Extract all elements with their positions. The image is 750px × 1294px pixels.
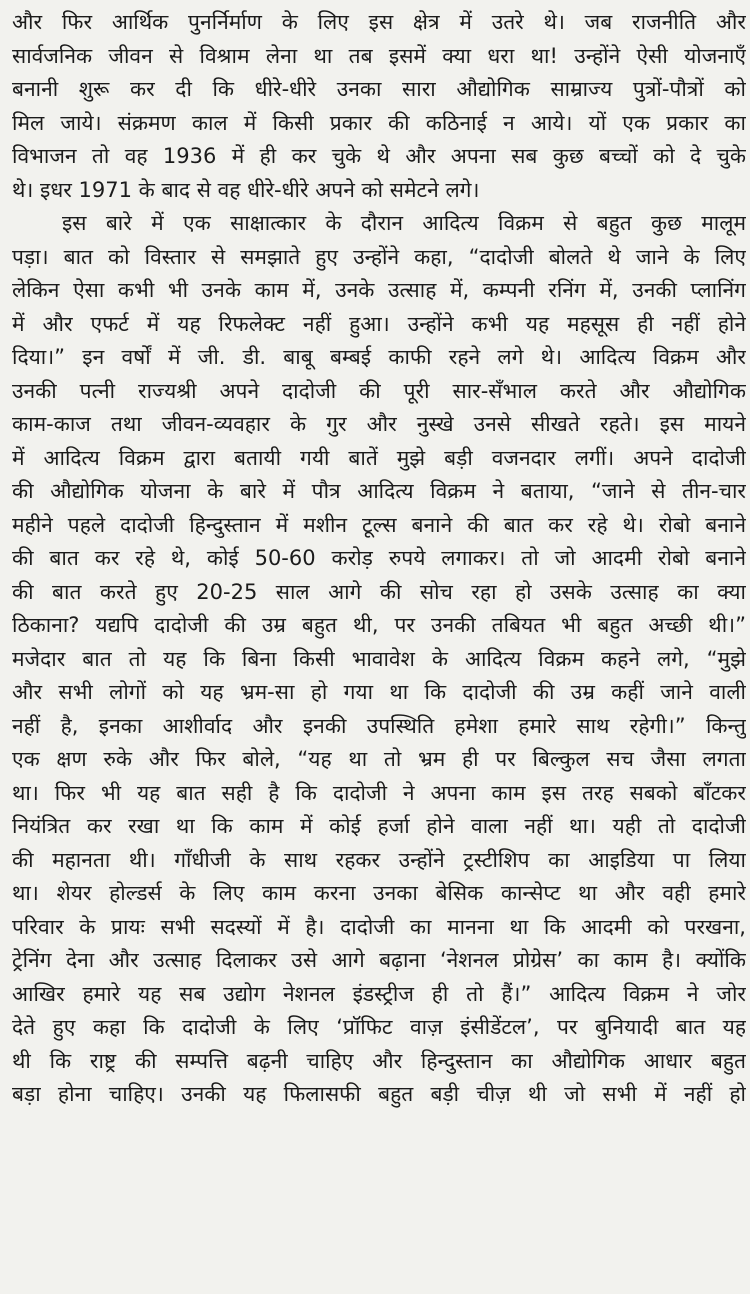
text-line: लेकिन ऐसा कभी भी उनके काम में, उनके उत्साह में, कम्पनी रनिंग में, उनकी प्लानिंग (12, 278, 746, 302)
text-line: सार्वजनिक जीवन से विश्राम लेना था तब इसमें क्या धरा था! उन्होंने ऐसी योजनाएँ (12, 43, 746, 68)
text-line: की बात करते हुए 20-25 साल आगे की सोच रहा हो उसके उत्साह का क्या (12, 579, 746, 604)
text-line: था। फिर भी यह बात सही है कि दादोजी ने अपना काम इस तरह सबको बाँटकर (12, 780, 746, 805)
text-line: ठिकाना? यद्यपि दादोजी की उम्र बहुत थी, पर उनकी तबियत भी बहुत अच्छी थी।” (12, 613, 746, 637)
paragraph-start-line: इस बारे में एक साक्षात्कार के दौरान आदित्य विक्रम से बहुत कुछ मालूम (62, 211, 746, 235)
text-line: पड़ा। बात को विस्तार से समझाते हुए उन्होंने कहा, “दादोजी बोलते थे जाने के लिए (12, 244, 746, 269)
text-line: की औद्योगिक योजना के बारे में पौत्र आदित्य विक्रम ने बताया, “जाने से तीन-चार (12, 479, 746, 503)
text-line: और सभी लोगों को यह भ्रम-सा हो गया था कि दादोजी की उम्र कहीं जाने वाली (12, 680, 746, 704)
text-line: मिल जाये। संक्रमण काल में किसी प्रकार की कठिनाई न आये। यों एक प्रकार का (12, 110, 746, 135)
text-line: देते हुए कहा कि दादोजी के लिए ‘प्रॉफिट वाज़ इंसीडेंटल’, पर बुनियादी बात यह (12, 1015, 746, 1039)
text-line: मजेदार बात तो यह कि बिना किसी भावावेश के आदित्य विक्रम कहने लगे, “मुझे (12, 646, 746, 671)
text-line: काम-काज तथा जीवन-व्यवहार के गुर और नुस्खे उनसे सीखते रहते। इस मायने (12, 412, 746, 436)
text-line: नियंत्रित कर रखा था कि काम में कोई हर्जा होने वाला नहीं था। यही तो दादोजी (12, 814, 746, 838)
text-line: में आदित्य विक्रम द्वारा बतायी गयी बातें मुझे बड़ी वजनदार लगीं। अपने दादोजी (12, 445, 746, 470)
text-line: महीने पहले दादोजी हिन्दुस्तान में मशीन टूल्स बनाने की बात कर रहे थे। रोबो बनाने (12, 512, 746, 537)
text-line: और फिर आर्थिक पुनर्निर्माण के लिए इस क्षेत्र में उतरे थे। जब राजनीति और (12, 10, 746, 34)
text-line: विभाजन तो वह 1936 में ही कर चुके थे और अपना सब कुछ बच्चों को दे चुके (12, 144, 746, 168)
text-line: थी कि राष्ट्र की सम्पत्ति बढ़नी चाहिए और हिन्दुस्तान का औद्योगिक आधार बहुत (12, 1048, 746, 1073)
text-line: बड़ा होना चाहिए। उनकी यह फिलासफी बहुत बड़ी चीज़ थी जो सभी में नहीं हो (12, 1082, 746, 1106)
text-line: ट्रेनिंग देना और उत्साह दिलाकर उसे आगे बढ़ाना ‘नेशनल प्रोग्रेस’ का काम है। क्योंकि (12, 948, 746, 972)
text-line: था। शेयर होल्डर्स के लिए काम करना उनका बेसिक कान्सेप्ट था और वही हमारे (12, 881, 746, 905)
text-line: आखिर हमारे यह सब उद्योग नेशनल इंडस्ट्रीज ही तो हैं।” आदित्य विक्रम ने जोर (12, 981, 746, 1006)
text-line: बनानी शुरू कर दी कि धीरे-धीरे उनका सारा औद्योगिक साम्राज्य पुत्रों-पौत्रों को (12, 77, 746, 101)
text-line: थे। इधर 1971 के बाद से वह धीरे-धीरे अपने को समेटने लगे। (12, 177, 480, 202)
text-line: की बात कर रहे थे, कोई 50-60 करोड़ रुपये लगाकर। तो जो आदमी रोबो बनाने (12, 546, 746, 570)
text-line: दिया।” इन वर्षों में जी. डी. बाबू बम्बई काफी रहने लगे थे। आदित्य विक्रम और (12, 345, 746, 369)
text-line: एक क्षण रुके और फिर बोले, “यह था तो भ्रम ही पर बिल्कुल सच जैसा लगता (12, 747, 746, 771)
text-line: परिवार के प्रायः सभी सदस्यों में है। दादोजी का मानना था कि आदमी को परखना, (12, 914, 746, 939)
text-line: नहीं है, इनका आशीर्वाद और इनकी उपस्थिति हमेशा हमारे साथ रहेगी।” किन्तु (12, 713, 746, 738)
text-line: में और एफर्ट में यह रिफलेक्ट नहीं हुआ। उन्होंने कभी यह महसूस ही नहीं होने (12, 311, 746, 336)
text-line: उनकी पत्नी राज्यश्री अपने दादोजी की पूरी सार-सँभाल करते और औद्योगिक (12, 378, 746, 403)
text-line: की महानता थी। गाँधीजी के साथ रहकर उन्होंने ट्रस्टीशिप का आइडिया पा लिया (12, 847, 746, 872)
